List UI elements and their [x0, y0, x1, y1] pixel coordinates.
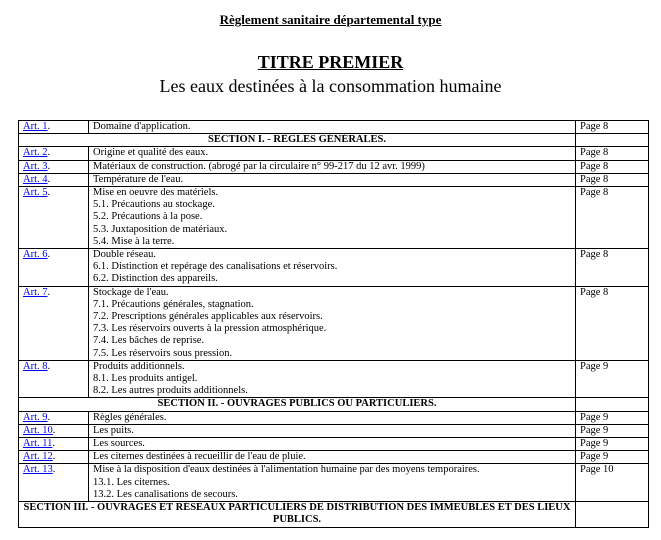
- report-title: Règlement sanitaire départemental type: [219, 12, 442, 27]
- description-cell: [89, 424, 576, 437]
- toc-entry-title: Règles générales.: [93, 411, 167, 423]
- toc-sub-entry: 5.2. Précautions à la pose.: [93, 211, 203, 223]
- article-cell: [19, 424, 89, 437]
- page-cell: Page 8: [576, 187, 649, 249]
- section-heading: SECTION II. - OUVRAGES PUBLICS OU PARTICULIERS.: [19, 398, 576, 411]
- section-heading: SECTION I. - RÈGLES GÉNÉRALES.: [19, 134, 576, 147]
- toc-sub-entry: 7.2. Prescriptions générales applicables aux réservoirs.: [93, 311, 323, 323]
- title-premier: TITRE PREMIER: [257, 52, 404, 72]
- toc-sub-entry: 7.3. Les réservoirs ouverts à la pression atmosphérique.: [93, 323, 327, 335]
- article-link-art-6[interactable]: Art. 6: [23, 249, 48, 261]
- description-cell: [89, 438, 576, 451]
- page-cell: Page 8: [576, 121, 649, 134]
- article-link-art-11[interactable]: Art. 11: [23, 438, 53, 450]
- article-link-art-9[interactable]: Art. 9: [23, 411, 48, 423]
- page-cell: Page 9: [576, 451, 649, 464]
- article-link-suffix: .: [47, 286, 51, 298]
- description-cell: [89, 187, 576, 249]
- toc-row-art-6: [19, 249, 649, 287]
- article-link-suffix: .: [47, 249, 51, 261]
- article-link-art-1[interactable]: Art. 1: [23, 121, 48, 132]
- toc-sub-entry: 5.1. Précautions au stockage.: [93, 199, 215, 211]
- toc-section-row-2: [19, 398, 649, 411]
- article-link-suffix: .: [47, 411, 51, 423]
- page-cell: Page 8: [576, 160, 649, 173]
- toc-entry-title: Matériaux de construction. (abrogé par la circulaire n° 99-217 du 12 avr. 1999): [93, 160, 425, 172]
- description-cell: [89, 121, 576, 134]
- toc-row-art-3: [19, 160, 649, 173]
- toc-sub-entry: 8.1. Les produits antigel.: [93, 373, 198, 385]
- page-cell: Page 9: [576, 424, 649, 437]
- article-link-art-2[interactable]: Art. 2: [23, 147, 48, 159]
- page-cell: Page 8: [576, 286, 649, 360]
- toc-entry-title: Domaine d'application.: [93, 121, 191, 132]
- page-cell: Page 9: [576, 438, 649, 451]
- article-link-suffix: .: [47, 160, 51, 172]
- article-link-suffix: .: [47, 187, 51, 199]
- toc-row-art-7: [19, 286, 649, 360]
- article-link-art-8[interactable]: Art. 8: [23, 360, 48, 372]
- toc-row-art-9: [19, 411, 649, 424]
- toc-row-art-5: [19, 187, 649, 249]
- article-link-art-7[interactable]: Art. 7: [23, 286, 48, 298]
- article-cell: [19, 147, 89, 160]
- article-link-suffix: .: [47, 360, 51, 372]
- toc-table: [18, 120, 649, 528]
- toc-section-row-1: [19, 134, 649, 147]
- page-cell: Page 9: [576, 360, 649, 398]
- toc-entry-title: Les puits.: [93, 424, 134, 436]
- description-cell: [89, 249, 576, 287]
- article-cell: [19, 411, 89, 424]
- article-link-art-13[interactable]: Art. 13: [23, 464, 53, 476]
- page-cell-empty: [576, 398, 649, 411]
- article-cell: [19, 438, 89, 451]
- toc-sub-entry: 7.1. Précautions générales, stagnation.: [93, 298, 254, 310]
- article-link-suffix: .: [52, 424, 56, 436]
- description-cell: [89, 173, 576, 186]
- toc-sub-entry: 7.4. Les bâches de reprise.: [93, 335, 205, 347]
- title-subtitle: Les eaux destinées à la consommation humaine: [159, 76, 502, 96]
- toc-entry-title: Les citernes destinées à recueillir de l'eau de pluie.: [93, 451, 306, 463]
- toc-entry-title: Produits additionnels.: [93, 360, 185, 372]
- description-cell: [89, 451, 576, 464]
- article-cell: [19, 249, 89, 287]
- toc-section-row-3: [19, 502, 649, 527]
- article-cell: [19, 286, 89, 360]
- article-cell: [19, 160, 89, 173]
- toc-sub-entry: 7.5. Les réservoirs sous pression.: [93, 347, 233, 359]
- section-heading: SECTION III. - OUVRAGES ET RÉSEAUX PARTICULIERS DE DISTRIBUTION DES IMMEUBLES ET DES LIEUX PUBLICS.: [19, 502, 576, 527]
- article-link-suffix: .: [52, 464, 56, 476]
- article-link-art-3[interactable]: Art. 3: [23, 160, 48, 172]
- toc-row-art-11: [19, 438, 649, 451]
- toc-entry-title: Les sources.: [93, 438, 145, 450]
- toc-sub-entry: 8.2. Les autres produits additionnels.: [93, 385, 248, 397]
- toc-entry-title: Double réseau.: [93, 249, 156, 261]
- document-header: [0, 0, 661, 97]
- article-cell: [19, 173, 89, 186]
- description-cell: [89, 160, 576, 173]
- page-cell: Page 9: [576, 411, 649, 424]
- article-cell: [19, 187, 89, 249]
- toc-sub-entry: 5.4. Mise à la terre.: [93, 235, 175, 247]
- toc-row-art-12: [19, 451, 649, 464]
- article-link-art-12[interactable]: Art. 12: [23, 451, 53, 463]
- article-link-suffix: .: [52, 438, 55, 450]
- toc-entry-title: Origine et qualité des eaux.: [93, 147, 209, 159]
- toc-row-art-4: [19, 173, 649, 186]
- article-link-art-10[interactable]: Art. 10: [23, 424, 53, 436]
- page-cell: Page 10: [576, 464, 649, 502]
- article-link-suffix: .: [47, 121, 51, 132]
- toc-row-art-1: [19, 121, 649, 134]
- toc-entry-title: Mise en oeuvre des matériels.: [93, 187, 219, 199]
- article-cell: [19, 464, 89, 502]
- description-cell: [89, 464, 576, 502]
- toc-entry-title: Stockage de l'eau.: [93, 286, 169, 298]
- page-cell-empty: [576, 134, 649, 147]
- article-link-art-4[interactable]: Art. 4: [23, 173, 48, 185]
- toc-sub-entry: 13.2. Les canalisations de secours.: [93, 488, 238, 500]
- article-cell: [19, 360, 89, 398]
- description-cell: [89, 286, 576, 360]
- description-cell: [89, 147, 576, 160]
- toc-row-art-8: [19, 360, 649, 398]
- toc-row-art-10: [19, 424, 649, 437]
- article-link-art-5[interactable]: Art. 5: [23, 187, 48, 199]
- page-cell: Page 8: [576, 173, 649, 186]
- toc-row-art-13: [19, 464, 649, 502]
- toc-sub-entry: 5.3. Juxtaposition de matériaux.: [93, 223, 228, 235]
- toc-sub-entry: 6.1. Distinction et repérage des canalisations et réservoirs.: [93, 261, 338, 273]
- toc-sub-entry: 13.1. Les citernes.: [93, 476, 170, 488]
- article-link-suffix: .: [47, 147, 51, 159]
- article-cell: [19, 451, 89, 464]
- page-cell-empty: [576, 502, 649, 527]
- article-link-suffix: .: [52, 451, 56, 463]
- description-cell: [89, 360, 576, 398]
- toc-sub-entry: 6.2. Distinction des appareils.: [93, 273, 218, 285]
- article-cell: [19, 121, 89, 134]
- toc-entry-title: Mise à la disposition d'eaux destinées à l'alimentation humaine par des moyens temporaires.: [93, 464, 480, 476]
- toc-row-art-2: [19, 147, 649, 160]
- toc-entry-title: Température de l'eau.: [93, 173, 184, 185]
- description-cell: [89, 411, 576, 424]
- article-link-suffix: .: [47, 173, 51, 185]
- page-cell: Page 8: [576, 147, 649, 160]
- page-cell: Page 8: [576, 249, 649, 287]
